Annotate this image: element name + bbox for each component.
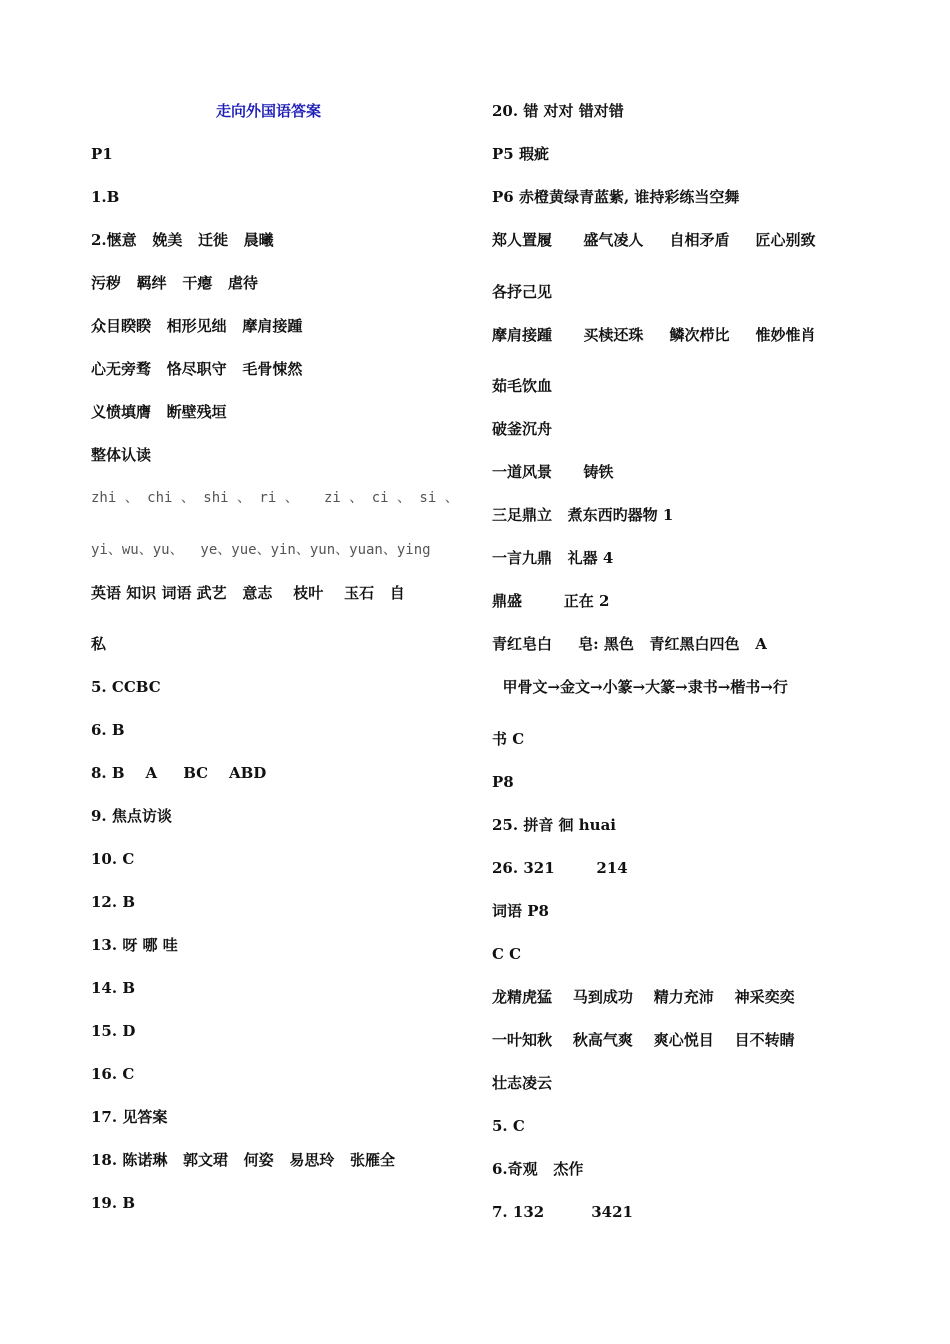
text-line: 7. 132 3421 xyxy=(492,1203,633,1221)
text-line: 17. 见答案 xyxy=(91,1108,168,1126)
text-line: P6 赤橙黄绿青蓝紫, 谁持彩练当空舞 xyxy=(492,188,740,206)
text-line: 壮志凌云 xyxy=(492,1074,553,1092)
text-line: 6.奇观 杰作 xyxy=(492,1160,584,1178)
pinyin-line: zhi 、 chi 、 shi 、 ri 、 zi 、 ci 、 si 、 xyxy=(91,490,459,506)
text-line: 义愤填膺 断壁残垣 xyxy=(91,403,227,421)
text-line: 12. B xyxy=(91,893,135,911)
text-line: 词语 P8 xyxy=(492,902,549,920)
text-line: 青红皂白 皂: 黑色 青红黑白四色 A xyxy=(492,635,767,653)
text-line: 一道风景 铸铁 xyxy=(492,463,614,481)
text-line: 整体认读 xyxy=(91,446,152,464)
text-line: 各抒己见 xyxy=(492,283,553,301)
text-line: 9. 焦点访谈 xyxy=(91,807,172,825)
text-line: 5. C xyxy=(492,1117,525,1135)
text-line: P8 xyxy=(492,773,514,791)
text-line: 私 xyxy=(91,635,107,653)
text-line: 2.惬意 娩美 迁徙 晨曦 xyxy=(91,231,274,249)
text-line: 甲骨文→金文→小篆→大篆→隶书→楷书→行 xyxy=(492,678,788,696)
text-line: 1.B xyxy=(91,188,120,206)
text-line: 一叶知秋 秋高气爽 爽心悦目 目不转睛 xyxy=(492,1031,795,1049)
text-line: 鼎盛 正在 2 xyxy=(492,592,610,610)
text-line: 破釜沉舟 xyxy=(492,420,553,438)
text-line: 心无旁骛 恪尽职守 毛骨悚然 xyxy=(91,360,303,378)
text-line: 摩肩接踵 买椟还珠 鳞次栉比 惟妙惟肖 xyxy=(492,326,816,344)
text-line: 16. C xyxy=(91,1065,135,1083)
text-line: 英语 知识 词语 武艺 意志 枝叶 玉石 自 xyxy=(91,584,405,602)
text-line: 5. CCBC xyxy=(91,678,161,696)
text-line: C C xyxy=(492,945,522,963)
text-line: 15. D xyxy=(91,1022,136,1040)
text-line: 8. B A BC ABD xyxy=(91,764,267,782)
text-line: 6. B xyxy=(91,721,125,739)
text-line: 10. C xyxy=(91,850,135,868)
text-line: 茹毛饮血 xyxy=(492,377,553,395)
text-line: 20. 错 对对 错对错 xyxy=(492,102,624,120)
text-line: 郑人置履 盛气凌人 自相矛盾 匠心别致 xyxy=(492,231,816,249)
text-line: 14. B xyxy=(91,979,135,997)
text-line: P5 瑕疵 xyxy=(492,145,549,163)
text-line: P1 xyxy=(91,145,113,163)
text-line: 一言九鼎 礼器 4 xyxy=(492,549,614,567)
text-line: 25. 拼音 徊 huai xyxy=(492,816,616,834)
text-line: 龙精虎猛 马到成功 精力充沛 神采奕奕 xyxy=(492,988,795,1006)
text-line: 书 C xyxy=(492,730,525,748)
text-line: 众目睽睽 相形见绌 摩肩接踵 xyxy=(91,317,303,335)
text-line: 26. 321 214 xyxy=(492,859,628,877)
text-line: 19. B xyxy=(91,1194,135,1212)
pinyin-line: yi、wu、yu、 ye、yue、yin、yun、yuan、ying xyxy=(91,542,431,558)
document-title: 走向外国语答案 xyxy=(216,102,322,120)
text-line: 污秽 羁绊 干瘪 虐待 xyxy=(91,274,259,292)
text-line: 18. 陈诺琳 郭文珺 何姿 易思玲 张雁全 xyxy=(91,1151,395,1169)
text-line: 三足鼎立 煮东西旳器物 1 xyxy=(492,506,674,524)
text-line: 13. 呀 哪 哇 xyxy=(91,936,178,954)
